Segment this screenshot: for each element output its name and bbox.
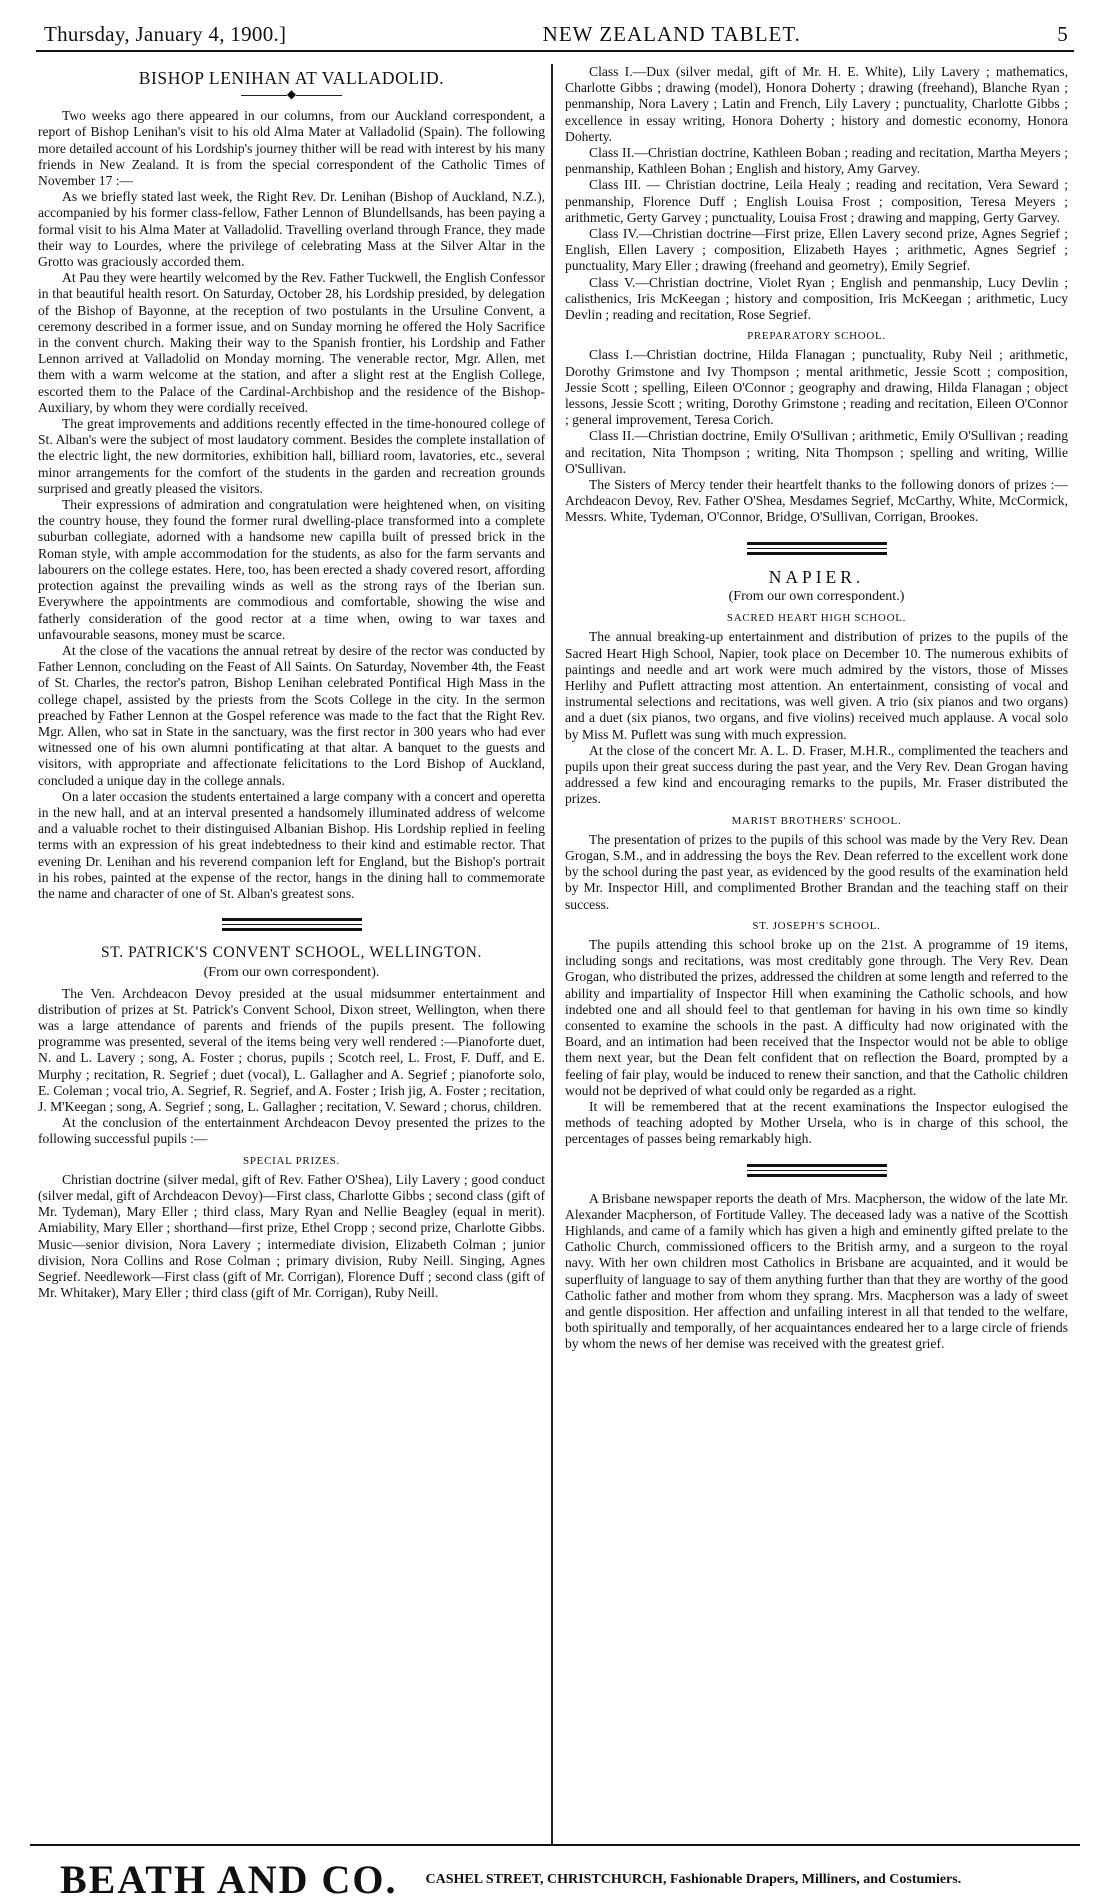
stpatrick-paragraph-1: The Ven. Archdeacon Devoy presided at the usual midsummer entertainment and distribution of prizes at St. Patrick's Convent School, Dixon street, Wellington, when there was a large attendance of parents and friends of the pupils present. The following programme was presented, several of the items being very well rendered :—Pianoforte duet, N. and L. Lavery ; song, A. Foster ; chorus, pupils ; Scotch reel, L. Frost, F. Duff, and E. Murphy ; recitation, R. Segrief ; duet (vocal), L. Gallagher and A. Segrief ; pianoforte solo, E. Coleman ; vocal trio, A. Segrief, R. Segrief, and A. Foster ; Irish jig, A. Foster ; recitation, J. M'Keegan ; song, A. Segrief ; song, L. Gallagher ; recitation, V. Seward ; chorus, children. [38,985,545,1114]
columns [30,64,1080,1846]
newspaper-page [30,22,1080,1846]
section-separator [747,1164,887,1177]
subheading-marist-brothers: MARIST BROTHERS' SCHOOL. [731,814,902,827]
article-heading-st-patricks: ST. PATRICK'S CONVENT SCHOOL, WELLINGTON. [101,944,482,962]
brisbane-obituary: A Brisbane newspaper reports the death of Mrs. Macpherson, the widow of the late Mr. Alexander Macpherson, of Fortitude Valley. The deceased lady was a native of the Scottish Highlands, and came of a family which has given a high and eminently gifted prelate to the Catholic Church, commissioned officers to the British army, and a surgeon to the royal navy. With her own children most Catholics in Brisbane are acquainted, and it would be superfluity of language to say of them anything further than that they are worthy of the good Catholic father and mother from whom they sprang. Mrs. Macpherson was a lady of sweet and gentle disposition. Her affection and unfailing interest in all that tended to the welfare, both spiritually and temporally, of her acquaintances endeared her to a large circle of friends by whom the news of her demise was received with the greatest grief. [565,1190,1068,1352]
section-separator [222,918,362,931]
bishop-paragraph-7: On a later occasion the students entertained a large company with a concert and operetta in the new hall, and at an interval presented a handsomely illuminated address of welcome and a valuable rochet to their distinguised Albanian Bishop. His Lordship replied in feeling terms with an expression of his great indebtedness to their kind and estimable rector. That evening Dr. Lenihan and his reverend companion left for England, but the Bishop's portrait in his robes, painted at the expense of the rector, hangs in the dining hall to commemorate the name and character of one of St. Alban's greatest sons. [38,788,545,901]
left-column [30,64,551,1846]
masthead-title: NEW ZEALAND TABLET. [542,22,801,46]
article-heading-napier: NAPIER. [768,566,865,587]
class-3-prizes: Class III. — Christian doctrine, Leila Healy ; reading and recitation, Vera Seward ; penmanship, Florence Duff ; English Louisa Frost ; composition, Teresa Meyers ; arithmetic, Gerty Garvey ; punctuality, Louisa Frost ; drawing and mapping, Gerty Garvey. [565,177,1068,225]
correspondent-line: (From our own correspondent.) [728,588,905,604]
stpatrick-paragraph-2: At the conclusion of the entertainment Archdeacon Devoy presented the prizes to the following successful pupils :— [38,1115,545,1147]
bishop-paragraph-2: As we briefly stated last week, the Right Rev. Dr. Lenihan (Bishop of Auckland, N.Z.), accompanied by his former class-fellow, Father Lennon of Blundellsands, has been paying a formal visit to his Alma Mater at Valladolid. Travelling overland through France, they made their way to Lourdes, where the privilege of celebrating Mass at the Silver Altar in the Grotto was graciously accorded them. [38,189,545,270]
advertisement-footer [30,1844,1080,1903]
st-josephs-paragraph-1: The pupils attending this school broke up on the 21st. A programme of 19 items, including songs and recitations, was most creditably gone through. The Very Rev. Dean Grogan, who distributed the prizes, addressed the children at some length and referred to the ability and impartiality of Inspector Hill when examining the Catholic schools, and how indebted one and all should feel to that gentleman for having in his own time so kindly consented to examine the schools in the past. A difficulty had now originated with the Board, and an intimation had been received that the Inspector would not be able to oblige them next year, but the Dean felt confident that on reflection the Board, prompted by a feeling of fair play, would be induced to renew their sanction, and that the Catholic children would not be deprived of what could only be regarded as a right. [565,936,1068,1098]
bishop-paragraph-4: The great improvements and additions recently effected in the time-honoured college of St. Alban's were the subject of most laudatory comment. Besides the complete installation of the electric light, the new dormitories, exhibition hall, billiard room, lavatories, etc., several minor arrangements for the comfort of the students in the garden and recreation grounds surprised and greatly pleased the visitors. [38,416,545,496]
subheading-st-josephs: ST. JOSEPH'S SCHOOL. [752,919,881,932]
class-1-prizes: Class I.—Dux (silver medal, gift of Mr. H. E. White), Lily Lavery ; mathematics, Charlotte Gibbs ; drawing (model), Honora Doherty ; drawing (freehand), Blanche Ryan ; penmanship, Nora Lavery ; Latin and French, Lily Lavery ; punctuality, Charlotte Gibbs ; excellence in essay writing, Honora Doherty ; history and domestic economy, Honora Doherty. [565,64,1068,144]
marist-paragraph-1: The presentation of prizes to the pupils of this school was made by the Very Rev. Dean Grogan, S.M., and in addressing the boys the Rev. Dean referred to the excellent work done by the school during the past year, as evidenced by the good results of the examination held by Mr. Inspector Hill, and complimented Brother Brandan and the teaching staff on their success. [565,831,1068,912]
right-column [553,64,1074,1846]
st-josephs-paragraph-2: It will be remembered that at the recent examinations the Inspector eulogised the methods of teaching adopted by Mother Ursela, who is in charge of this school, the percentages of passes being remarkably high. [565,1098,1068,1147]
sacred-heart-paragraph-2: At the close of the concert Mr. A. L. D. Fraser, M.H.R., complimented the teachers and pupils upon their great success during the past year, and the Very Rev. Dean Grogan having addressed a few kind and encouraging remarks to the pupils, Mr. Fraser distributed the prizes. [565,742,1068,807]
page-number: 5 [1057,22,1068,46]
prep-class-1-prizes: Class I.—Christian doctrine, Hilda Flanagan ; punctuality, Ruby Neil ; arithmetic, Dorothy Grimstone and Ivy Thompson ; mental arithmetic, Jessie Scott ; composition, Jessie Scott ; spelling, Eileen O'Connor ; geography and drawing, Hilda Flanagan ; object lessons, Jessie Scott ; writing, Dorothy Grimstone ; reading and recitation, Eileen O'Connor ; general improvement, Teresa Corich. [565,347,1068,428]
prep-class-2-prizes: Class II.—Christian doctrine, Emily O'Sullivan ; arithmetic, Emily O'Sullivan ; reading and recitation, Nita Thompson ; writing, Nita Thompson ; spelling and writing, Willie O'Sullivan. [565,428,1068,476]
subheading-sacred-heart: SACRED HEART HIGH SCHOOL. [726,612,907,625]
sisters-thanks: The Sisters of Mercy tender their heartfelt thanks to the following donors of prizes :—Archdeacon Devoy, Rev. Father O'Shea, Mesdames Segrief, McCarthy, White, McCormick, Messrs. White, Tydeman, O'Connor, Bridge, O'Sullivan, Corrigan, Brookes. [565,477,1068,525]
bishop-paragraph-6: At the close of the vacations the annual retreat by desire of the rector was conducted by Father Lennon, concluding on the Feast of All Saints. On Saturday, November 4th, the Feast of St. Charles, the rector's patron, Bishop Lenihan celebrated Pontifical High Mass in the college chapel, assisted by the priests from the Scots College in the city. In the sermon preached by Father Lennon at the Gospel reference was made to the fact that the Right Rev. Mgr. Allen, who sat in State in the sanctuary, was the first rector in 300 years who had ever witnessed one of his own alumni pontificating at that altar. A banquet to the guests and visitors, with appropriate and affectionate felicitations to the Lord Bishop of Auckland, concluded a unique day in the college annals. [38,642,545,788]
heading-ornament: ◆ [38,88,545,100]
subheading-special-prizes: SPECIAL PRIZES. [243,1154,340,1167]
article-heading-bishop: BISHOP LENIHAN AT VALLADOLID. [138,68,445,88]
advertiser-address: CASHEL STREET, CHRISTCHURCH, Fashionable Drapers, Milliners, and Costumiers. [425,1872,962,1887]
sacred-heart-paragraph-1: The annual breaking-up entertainment and distribution of prizes to the pupils of the Sacred Heart High School, Napier, took place on December 10. The numerous exhibits of paintings and needle and art work were much admired by the vistors, those of Misses Herlihy and Puflett attracting most attention. An entertainment, consisting of vocal and instrumental selections and recitations, was well given. A trio (six pianos and two organs) and a duet (six pianos, two organs, and five violins) received much applause. A vocal solo by Miss M. Puflett was sung with much expression. [565,629,1068,742]
class-5-prizes: Class V.—Christian doctrine, Violet Ryan ; English and penmanship, Lucy Devlin ; calisthenics, Iris McKeegan ; history and composition, Iris McKeegan ; arithmetic, Lucy Devlin ; reading and recitation, Rose Segrief. [565,274,1068,323]
class-4-prizes: Class IV.—Christian doctrine—First prize, Ellen Lavery second prize, Agnes Segrief ; English, Ellen Lavery ; composition, Elizabeth Hayes ; arithmetic, Agnes Segrief ; punctuality, Mary Eller ; drawing (freehand and geometry), Emily Segrief. [565,226,1068,274]
advertiser-name: BEATH AND CO. [60,1857,398,1902]
class-2-prizes: Class II.—Christian doctrine, Kathleen Boban ; reading and recitation, Martha Meyers ; penmanship, Kathleen Bohan ; English and history, Amy Garvey. [565,145,1068,177]
bishop-paragraph-5: Their expressions of admiration and congratulation were heightened when, on visiting the country house, they found the former rural dwelling-place transformed into a complete suburban collegiate, adorned with a handsome new capilla built of pressed brick in the Roman style, with ample accommodation for the students, as also for the farm servants and labourers on the college estates. Here, too, has been erected a shady covered resort, affording protection against the prevailing winds as well as the strong rays of the Iberian sun. Everywhere the appointments are commodious and comfortable, showing the wise and fatherly consideration of the good rector at a time when, owing to war taxes and unfavourable seasons, money must be scarce. [38,497,545,642]
issue-date: Thursday, January 4, 1900.] [44,22,287,46]
correspondent-line: (From our own correspondent). [203,965,380,981]
page-header [30,22,1080,50]
subheading-preparatory: PREPARATORY SCHOOL. [747,330,886,343]
bishop-paragraph-3: At Pau they were heartily welcomed by the Rev. Father Tuckwell, the English Confessor in that beautiful health resort. On Saturday, October 28, his Lordship presided, by delegation of the Bishop of Bayonne, at the reception of two postulants in the Ursuline Convent, a ceremony described in a former issue, and on Sunday morning he offered the Holy Sacrifice in the convent church. Making their way to the Spanish frontier, his Lordship and Father Lennon arrived at Valladolid on Monday morning. The venerable rector, Mgr. Allen, met them with a warm welcome at the station, and after a slight rest at the English College, escorted them to the Palace of the Cardinal-Archbishop and the residence of the Bishop-Auxiliary, by whom they were cordially received. [38,270,545,415]
bishop-paragraph-1: Two weeks ago there appeared in our columns, from our Auckland correspondent, a report of Bishop Lenihan's visit to his old Alma Mater at Valladolid (Spain). The following more detailed account of his Lordship's journey thither will be read with interest by his many friends in New Zealand. It is from the special correspondent of the Catholic Times of November 17 :— [38,108,545,189]
header-rule [36,50,1074,52]
stpatrick-paragraph-3: Christian doctrine (silver medal, gift of Rev. Father O'Shea), Lily Lavery ; good conduct (silver medal, gift of Archdeacon Devoy)—First class, Charlotte Gibbs ; second class (gift of Mr. Tydeman), Mary Eller ; third class, Mary Ryan and Nellie Beagley (equal in merit). Amiability, Mary Eller ; shorthand—first prize, Ethel Cropp ; second prize, Charlotte Gibbs. Music—senior division, Nora Lavery ; intermediate division, Elizabeth Colman ; junior division, Nora Collins and Rose Colman ; primary division, Ruby Neill. Singing, Agnes Segrief. Needlework—First class (gift of Mr. Corrigan), Florence Duff ; second class (gift of Mr. Whitaker), Mary Eller ; third class (gift of Mr. Corrigan), Ruby Neill. [38,1171,545,1301]
section-separator [747,542,887,555]
